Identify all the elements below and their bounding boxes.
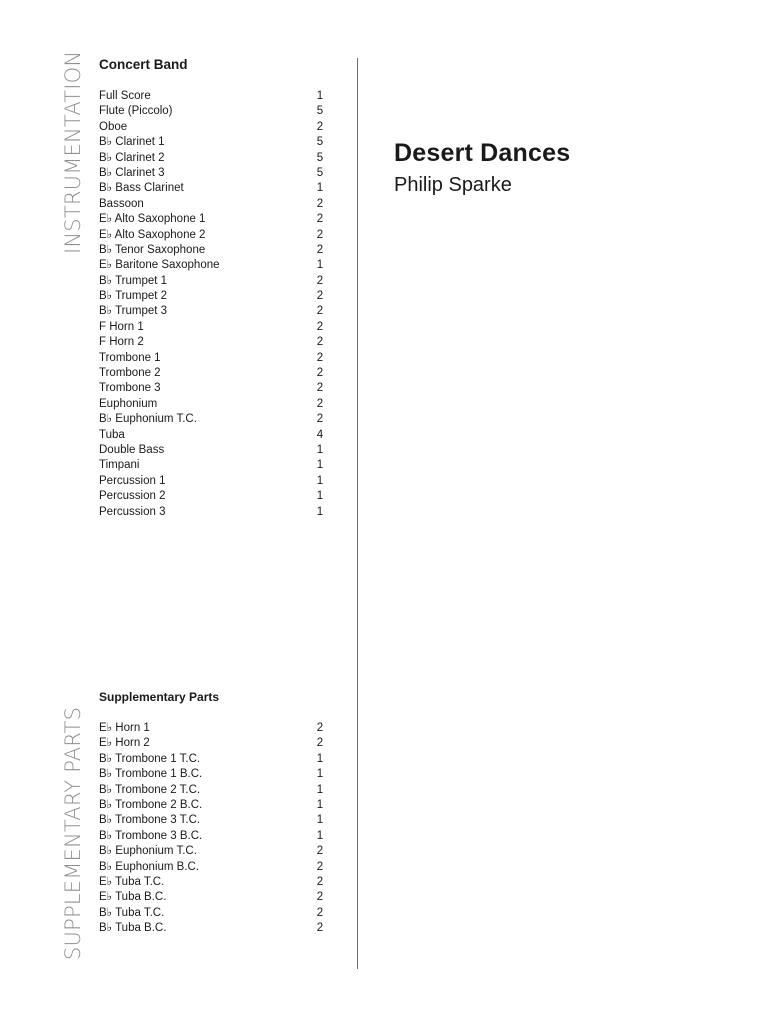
part-row	[99, 289, 325, 304]
part-row	[99, 736, 325, 751]
part-count: 2	[316, 906, 324, 919]
part-row	[99, 474, 325, 489]
part-name: B♭ Trombone 3 T.C.	[99, 814, 201, 827]
part-count: 1	[316, 90, 324, 102]
part-name: E♭ Baritone Saxophone	[99, 259, 220, 272]
part-row	[99, 829, 325, 844]
part-name: B♭ Tuba T.C.	[99, 906, 165, 919]
part-name: Trombone 1	[99, 351, 161, 364]
part-count: 2	[316, 722, 324, 734]
part-count: 2	[316, 845, 324, 858]
part-row	[99, 197, 325, 212]
part-name: B♭ Trumpet 3	[99, 305, 168, 318]
part-count: 2	[316, 305, 324, 318]
part-row	[99, 505, 325, 520]
instrumentation-side-label: INSTRUMENTATION	[61, 50, 85, 254]
part-count: 2	[316, 860, 324, 873]
part-row	[99, 860, 325, 875]
part-count: 2	[316, 413, 324, 426]
part-row	[99, 166, 325, 181]
part-count: 1	[316, 474, 324, 487]
part-name: B♭ Euphonium B.C.	[99, 860, 200, 873]
part-count: 2	[316, 228, 324, 241]
part-count: 1	[316, 829, 324, 842]
part-name: Flute (Piccolo)	[99, 105, 173, 118]
supplementary-parts-heading: Supplementary Parts	[99, 690, 220, 704]
part-row	[99, 752, 325, 767]
part-name: B♭ Euphonium T.C.	[99, 845, 197, 858]
supplementary-parts-side-label: SUPPLEMENTARY PARTS	[61, 706, 85, 960]
part-count: 1	[316, 505, 324, 518]
part-row	[99, 412, 325, 427]
part-row	[99, 304, 325, 319]
part-name: B♭ Clarinet 3	[99, 166, 165, 179]
part-name: B♭ Clarinet 1	[99, 136, 165, 149]
part-row	[99, 890, 325, 905]
part-count: 1	[316, 798, 324, 811]
part-row	[99, 921, 325, 936]
part-row	[99, 813, 325, 828]
part-name: B♭ Trombone 2 B.C.	[99, 798, 203, 811]
part-count: 2	[316, 875, 324, 888]
part-count: 1	[316, 783, 324, 796]
part-count: 5	[316, 151, 324, 164]
part-row	[99, 258, 325, 273]
part-count: 5	[316, 105, 324, 118]
part-count: 2	[316, 737, 324, 750]
part-name: B♭ Tuba B.C.	[99, 922, 167, 935]
part-name: B♭ Euphonium T.C.	[99, 413, 197, 426]
part-name: B♭ Trombone 1 B.C.	[99, 768, 203, 781]
part-row	[99, 104, 325, 119]
part-count: 5	[316, 166, 324, 179]
part-name: Percussion 1	[99, 474, 166, 487]
part-name: Euphonium	[99, 397, 158, 410]
part-name: B♭ Clarinet 2	[99, 151, 165, 164]
part-name: Full Score	[99, 90, 151, 102]
part-count: 2	[316, 382, 324, 395]
part-name: B♭ Tenor Saxophone	[99, 243, 206, 256]
part-row	[99, 335, 325, 350]
part-count: 2	[316, 274, 324, 287]
part-count: 1	[316, 768, 324, 781]
part-name: Trombone 2	[99, 367, 161, 380]
part-count: 1	[316, 443, 324, 456]
part-row	[99, 721, 325, 736]
part-count: 1	[316, 752, 324, 765]
part-row	[99, 366, 325, 381]
part-count: 2	[316, 397, 324, 410]
composer-name: Philip Sparke	[394, 174, 512, 196]
part-name: Oboe	[99, 120, 128, 133]
part-count: 1	[316, 182, 324, 195]
part-row	[99, 443, 325, 458]
part-count: 2	[316, 351, 324, 364]
part-count: 2	[316, 336, 324, 349]
part-count: 2	[316, 290, 324, 303]
concert-band-parts-list	[99, 89, 325, 520]
column-divider	[357, 58, 358, 969]
part-row	[99, 798, 325, 813]
part-row	[99, 906, 325, 921]
part-row	[99, 320, 325, 335]
part-name: B♭ Trombone 2 T.C.	[99, 783, 201, 796]
part-count: 1	[316, 490, 324, 503]
part-count: 2	[316, 243, 324, 256]
part-name: E♭ Tuba B.C.	[99, 891, 167, 904]
part-name: E♭ Tuba T.C.	[99, 875, 165, 888]
part-count: 5	[316, 136, 324, 149]
supplementary-parts-list	[99, 721, 325, 936]
part-name: B♭ Trumpet 2	[99, 290, 168, 303]
part-name: Double Bass	[99, 443, 165, 456]
part-count: 2	[316, 120, 324, 133]
part-row	[99, 397, 325, 412]
part-name: Timpani	[99, 459, 140, 472]
part-name: Percussion 3	[99, 505, 166, 518]
part-row	[99, 844, 325, 859]
part-count: 4	[316, 428, 324, 441]
part-name: B♭ Trombone 1 T.C.	[99, 752, 201, 765]
part-count: 2	[316, 891, 324, 904]
part-row	[99, 767, 325, 782]
part-row	[99, 489, 325, 504]
part-row	[99, 228, 325, 243]
part-count: 1	[316, 814, 324, 827]
part-count: 2	[316, 922, 324, 935]
part-row	[99, 351, 325, 366]
part-name: E♭ Alto Saxophone 2	[99, 228, 206, 241]
part-count: 2	[316, 320, 324, 333]
part-name: Bassoon	[99, 197, 144, 210]
part-name: B♭ Trombone 3 B.C.	[99, 829, 203, 842]
part-row	[99, 135, 325, 150]
part-name: B♭ Trumpet 1	[99, 274, 168, 287]
part-count: 1	[316, 459, 324, 472]
part-count: 1	[316, 259, 324, 272]
part-row	[99, 120, 325, 135]
part-row	[99, 875, 325, 890]
part-row	[99, 243, 325, 258]
part-count: 2	[316, 213, 324, 226]
part-row	[99, 151, 325, 166]
part-name: Tuba	[99, 428, 125, 441]
part-name: E♭ Horn 2	[99, 737, 150, 750]
part-name: Trombone 3	[99, 382, 161, 395]
part-count: 2	[316, 197, 324, 210]
part-row	[99, 428, 325, 443]
part-row	[99, 381, 325, 396]
part-row	[99, 274, 325, 289]
part-name: E♭ Horn 1	[99, 722, 150, 734]
part-name: Percussion 2	[99, 490, 166, 503]
part-name: B♭ Bass Clarinet	[99, 182, 184, 195]
part-name: F Horn 1	[99, 320, 144, 333]
part-row	[99, 458, 325, 473]
part-row	[99, 783, 325, 798]
part-row	[99, 181, 325, 196]
piece-title: Desert Dances	[394, 139, 571, 167]
part-count: 2	[316, 367, 324, 380]
part-name: E♭ Alto Saxophone 1	[99, 213, 206, 226]
concert-band-heading: Concert Band	[99, 57, 188, 72]
part-name: F Horn 2	[99, 336, 144, 349]
part-row	[99, 212, 325, 227]
part-row	[99, 89, 325, 104]
